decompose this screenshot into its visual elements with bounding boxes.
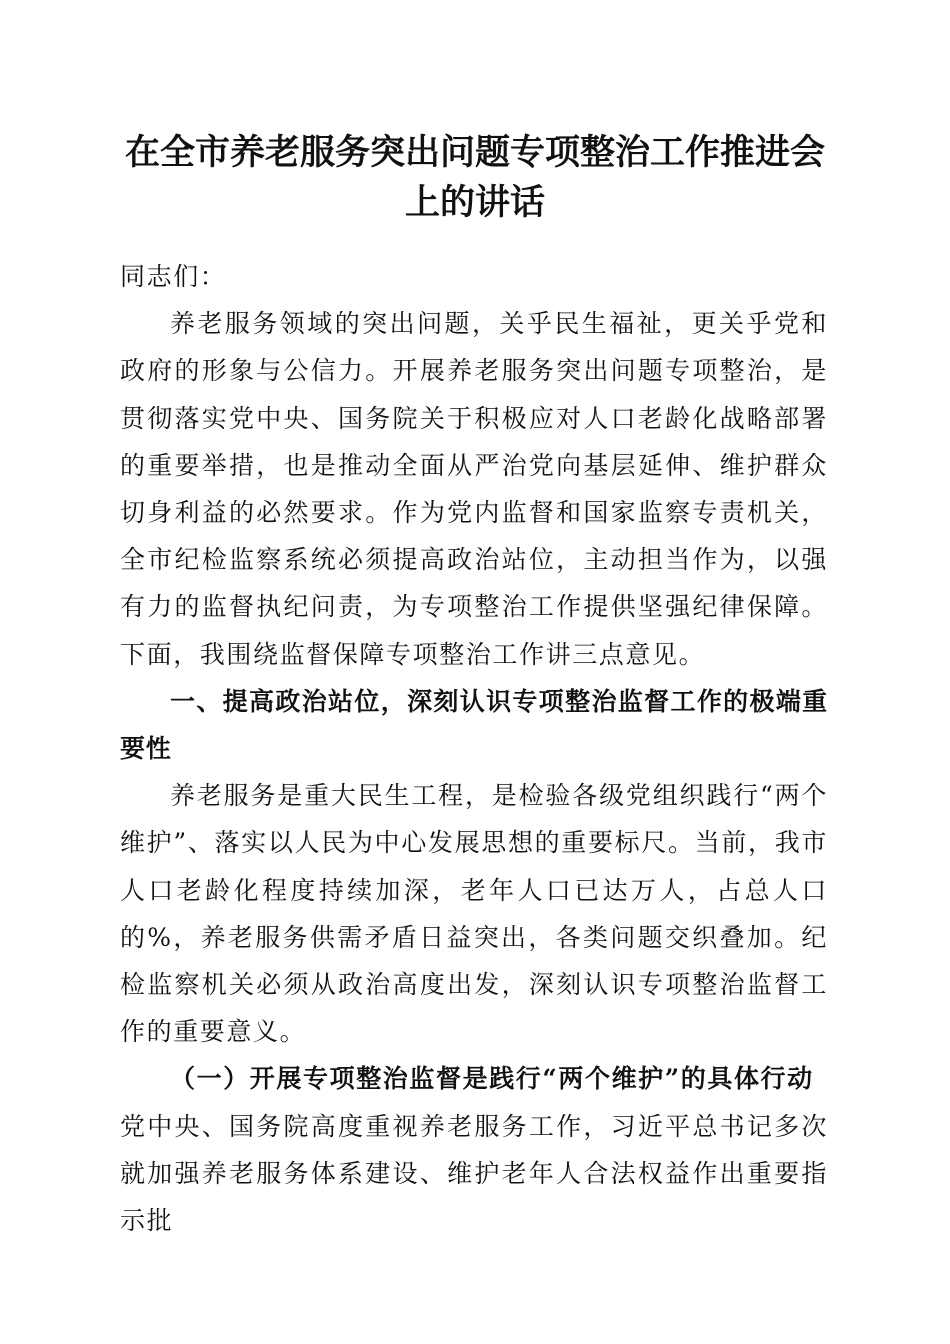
document-title: 在全市养老服务突出问题专项整治工作推进会上的讲话 [124, 132, 825, 223]
section-heading-1: 一、提高政治站位，深刻认识专项整治监督工作的极端重要性 [120, 686, 828, 764]
section-1-paragraph: 养老服务是重大民生工程，是检验各级党组织践行“两个维护”、落实以人民为中心发展思想的重要标尺。当前，我市人口老龄化程度持续加深，老年人口已达万人，占总人口的%，养老服务供需矛盾日益突出，各类问题交织叠加。纪检监察机关必须从政治高度出发，深刻认识专项整治监督工作的重要意义。 [120, 781, 828, 1047]
document-body [120, 253, 828, 1244]
subsection-heading-1: （一）开展专项整治监督是践行“两个维护”的具体行动 [170, 1064, 814, 1094]
salutation: 同志们： [120, 262, 227, 291]
subsection-1-paragraph: 党中央、国务院高度重视养老服务工作，习近平总书记多次就加强养老服务体系建设、维护老年人合法权益作出重要指示批 [120, 1111, 828, 1236]
intro-paragraph: 养老服务领域的突出问题，关乎民生福祉，更关乎党和政府的形象与公信力。开展养老服务突出问题专项整治，是贯彻落实党中央、国务院关于积极应对人口老龄化战略部署的重要举措，也是推动全面从严治党向基层延伸、维护群众切身利益的必然要求。作为党内监督和国家监察专责机关，全市纪检监察系统必须提高政治站位，主动担当作为，以强有力的监督执纪问责，为专项整治工作提供坚强纪律保障。下面，我围绕监督保障专项整治工作讲三点意见。 [120, 309, 828, 669]
